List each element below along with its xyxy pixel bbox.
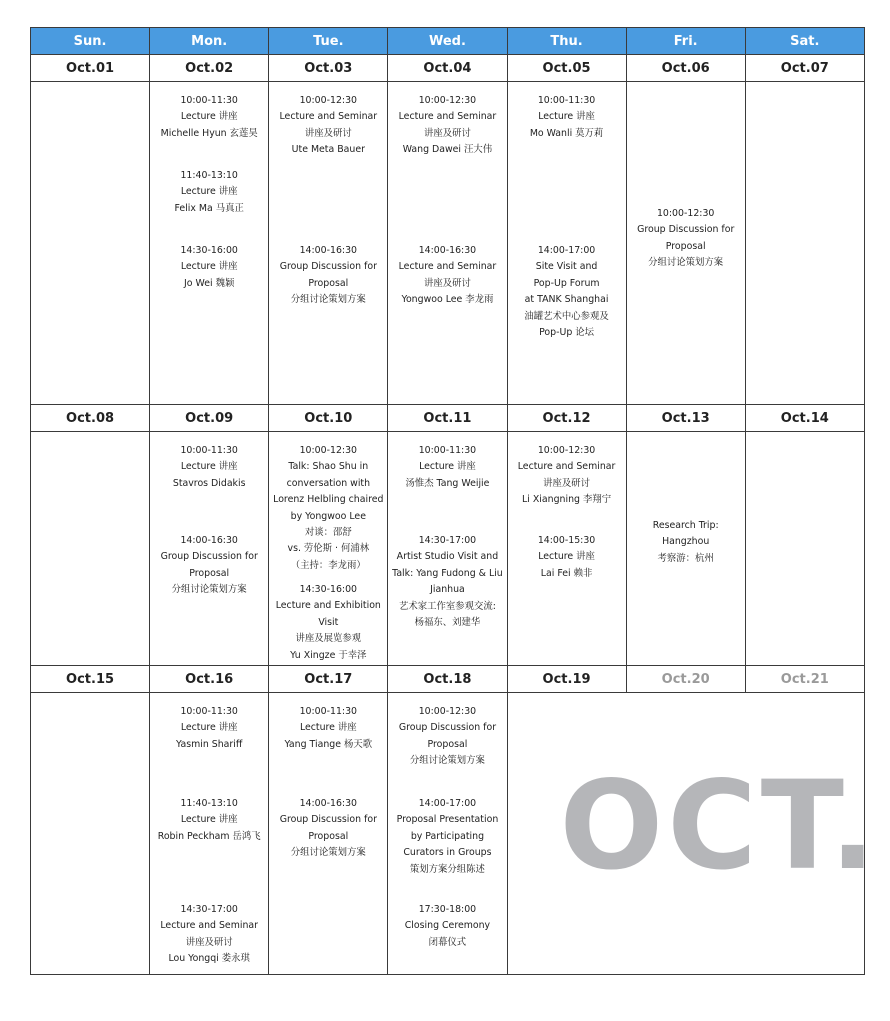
event-line: Research Trip: xyxy=(652,520,719,531)
event-speaker: Stavros Didakis xyxy=(172,477,246,489)
event-line: Site Visit and xyxy=(535,261,598,273)
events-oct16 xyxy=(150,693,269,975)
event-speaker: Ute Meta Bauer xyxy=(291,144,365,156)
events-oct04 xyxy=(388,82,507,405)
event-line: 讲座及研讨 xyxy=(423,277,471,289)
events-oct13 xyxy=(626,432,745,666)
event-time: 14:30-16:00 xyxy=(299,584,358,595)
day-header-fri: Fri. xyxy=(626,28,745,55)
week3-events-row xyxy=(31,693,865,975)
event-line: Lecture and Seminar xyxy=(160,920,258,932)
event-time: 10:00-11:30 xyxy=(180,445,238,456)
event-speaker: Wang Dawei 汪大伟 xyxy=(402,144,493,156)
event-type: Lecture 讲座 xyxy=(180,186,238,198)
events-oct07 xyxy=(745,82,864,405)
events-oct02 xyxy=(150,82,269,405)
event-line: 分组讨论策划方案 xyxy=(409,755,485,767)
event-line: Talk: Yang Fudong & Liu xyxy=(392,567,503,579)
event-line: Proposal xyxy=(427,738,468,750)
day-header-mon: Mon. xyxy=(150,28,269,55)
date-oct09: Oct.09 xyxy=(150,405,269,432)
event-line: （主持：李龙雨） xyxy=(290,559,366,571)
events-oct03 xyxy=(269,82,388,405)
event-line: by Yongwoo Lee xyxy=(290,510,366,522)
event-speaker: Felix Ma 马真正 xyxy=(174,202,244,214)
event-line: 讲座及研讨 xyxy=(185,936,233,948)
events-oct09 xyxy=(150,432,269,666)
event-speaker: Yang Tiange 杨天歌 xyxy=(284,738,373,750)
event-block xyxy=(150,902,268,968)
event-line: 杨福东、刘建华 xyxy=(414,617,481,629)
event-speaker: Lou Yongqi 娄永琪 xyxy=(168,953,250,965)
event-time: 17:30-18:00 xyxy=(418,904,477,915)
date-oct19: Oct.19 xyxy=(507,666,626,693)
date-oct17: Oct.17 xyxy=(269,666,388,693)
event-block xyxy=(508,443,626,509)
event-speaker: Michelle Hyun 玄莲昊 xyxy=(160,127,258,139)
event-time: 14:00-15:30 xyxy=(537,535,596,546)
date-oct10: Oct.10 xyxy=(269,405,388,432)
event-speaker: Yasmin Shariff xyxy=(176,738,243,750)
day-header-tue: Tue. xyxy=(269,28,388,55)
week2-date-row xyxy=(31,405,865,432)
date-oct06: Oct.06 xyxy=(626,55,745,82)
event-block xyxy=(150,243,268,292)
date-oct15: Oct.15 xyxy=(31,666,150,693)
event-time: 14:00-16:30 xyxy=(299,245,358,256)
events-oct18 xyxy=(388,693,507,975)
events-oct12 xyxy=(507,432,626,666)
event-time: 11:40-13:10 xyxy=(180,170,238,181)
event-block xyxy=(269,243,387,309)
event-line: Proposal xyxy=(189,567,230,579)
week2-events-row xyxy=(31,432,865,666)
event-block xyxy=(627,206,745,272)
date-oct02: Oct.02 xyxy=(150,55,269,82)
event-time: 10:00-11:30 xyxy=(299,706,358,717)
event-speaker: Yu Xingze 于幸泽 xyxy=(290,649,367,661)
event-line: Group Discussion for xyxy=(279,261,377,273)
event-line: 闭幕仪式 xyxy=(428,936,467,948)
event-line: 艺术家工作室参观交流: xyxy=(398,600,496,612)
event-line: Pop-Up 论坛 xyxy=(539,327,595,339)
event-block xyxy=(150,533,268,599)
event-block xyxy=(150,93,268,142)
week1-events-row xyxy=(31,82,865,405)
event-block xyxy=(269,796,387,862)
events-oct10 xyxy=(269,432,388,666)
event-type: Lecture 讲座 xyxy=(299,722,357,734)
date-oct07: Oct.07 xyxy=(745,55,864,82)
event-block xyxy=(269,443,387,574)
date-oct20: Oct.20 xyxy=(626,666,745,693)
event-type: Lecture 讲座 xyxy=(538,111,595,123)
event-block xyxy=(508,243,626,341)
event-time: 10:00-11:30 xyxy=(180,95,238,106)
event-line: Lecture and Seminar xyxy=(398,111,497,123)
event-line: Lecture and Seminar xyxy=(279,111,378,123)
event-line: Proposal Presentation xyxy=(396,814,499,826)
event-time: 10:00-11:30 xyxy=(418,445,477,456)
event-speaker: Mo Wanli 莫万莉 xyxy=(529,127,604,139)
event-line: Curators in Groups xyxy=(403,847,492,859)
event-line: Lecture and Exhibition xyxy=(275,600,381,612)
event-block xyxy=(388,796,506,878)
event-time: 10:00-12:30 xyxy=(537,445,596,456)
event-line: Hangzhou xyxy=(662,536,710,548)
date-oct08: Oct.08 xyxy=(31,405,150,432)
date-oct04: Oct.04 xyxy=(388,55,507,82)
event-speaker: Lai Fei 赖非 xyxy=(540,567,593,579)
calendar-table xyxy=(30,27,880,975)
event-block xyxy=(269,93,387,159)
event-line: Lecture and Seminar xyxy=(517,461,616,473)
event-line: 策划方案分组陈述 xyxy=(409,863,485,875)
date-oct05: Oct.05 xyxy=(507,55,626,82)
event-line: Proposal xyxy=(308,277,349,289)
event-speaker: Jo Wei 魏颖 xyxy=(184,277,235,289)
event-time: 10:00-11:30 xyxy=(180,706,238,717)
day-header-sat: Sat. xyxy=(745,28,864,55)
event-line: 分组讨论策划方案 xyxy=(171,584,247,596)
event-time: 14:00-17:00 xyxy=(418,798,477,809)
event-line: Lorenz Helbling chaired xyxy=(273,494,384,506)
event-line: Visit xyxy=(318,616,339,628)
event-line: 考察游：杭州 xyxy=(657,552,714,564)
event-block xyxy=(150,796,268,845)
event-block xyxy=(627,518,745,567)
event-time: 10:00-12:30 xyxy=(418,706,477,717)
event-block xyxy=(388,443,506,492)
event-line: at TANK Shanghai xyxy=(524,294,609,306)
event-type: Lecture 讲座 xyxy=(180,722,238,734)
events-oct05 xyxy=(507,82,626,405)
event-block xyxy=(388,704,506,770)
event-time: 14:00-16:30 xyxy=(180,535,238,546)
month-mark: OCT. xyxy=(559,755,880,897)
event-line: Artist Studio Visit and xyxy=(396,551,499,563)
event-block xyxy=(508,533,626,582)
event-speaker: Yongwoo Lee 李龙雨 xyxy=(401,294,494,306)
events-oct01 xyxy=(31,82,150,405)
event-speaker: Robin Peckham 岳鸿飞 xyxy=(157,830,261,842)
event-line: Pop-Up Forum xyxy=(533,277,600,289)
event-time: 11:40-13:10 xyxy=(180,798,238,809)
date-oct01: Oct.01 xyxy=(31,55,150,82)
day-header-sun: Sun. xyxy=(31,28,150,55)
event-type: Lecture 讲座 xyxy=(180,814,238,826)
event-time: 14:00-16:30 xyxy=(299,798,358,809)
event-block xyxy=(269,704,387,753)
event-block xyxy=(150,443,268,492)
events-oct14 xyxy=(745,432,864,666)
date-oct13: Oct.13 xyxy=(626,405,745,432)
event-line: Jianhua xyxy=(430,584,465,596)
event-line: Proposal xyxy=(665,240,706,252)
event-time: 10:00-11:30 xyxy=(537,95,596,106)
event-line: Proposal xyxy=(308,830,349,842)
event-time: 14:30-17:00 xyxy=(180,904,238,915)
event-line: 分组讨论策划方案 xyxy=(648,257,724,269)
event-line: vs. 劳伦斯 · 何浦林 xyxy=(287,543,370,555)
date-oct03: Oct.03 xyxy=(269,55,388,82)
event-block xyxy=(388,902,506,951)
event-block xyxy=(150,168,268,217)
event-block xyxy=(388,533,506,631)
event-time: 10:00-12:30 xyxy=(656,208,715,219)
date-oct18: Oct.18 xyxy=(388,666,507,693)
event-time: 14:00-17:00 xyxy=(537,245,596,256)
event-line: Lecture and Seminar xyxy=(398,261,497,273)
event-type: Lecture 讲座 xyxy=(180,261,238,273)
event-line: 讲座及展览参观 xyxy=(295,633,362,645)
event-block xyxy=(508,93,626,142)
event-line: conversation with xyxy=(286,477,371,489)
event-time: 10:00-12:30 xyxy=(299,95,358,106)
event-time: 14:30-17:00 xyxy=(418,535,477,546)
event-line: Group Discussion for xyxy=(398,722,497,734)
events-oct08 xyxy=(31,432,150,666)
events-oct17 xyxy=(269,693,388,975)
event-line: 讲座及研讨 xyxy=(543,477,590,489)
event-line: 分组讨论策划方案 xyxy=(290,294,366,306)
weekday-header-row xyxy=(31,28,865,55)
event-line: Group Discussion for xyxy=(279,814,377,826)
event-line: 讲座及研讨 xyxy=(304,127,352,139)
event-type: Lecture 讲座 xyxy=(538,551,595,563)
event-line: Closing Ceremony xyxy=(404,920,491,932)
event-time: 14:30-16:00 xyxy=(180,245,238,256)
event-line: Talk: Shao Shu in xyxy=(288,461,369,473)
event-time: 14:00-16:30 xyxy=(418,245,477,256)
month-mark-area xyxy=(507,693,880,975)
day-header-wed: Wed. xyxy=(388,28,507,55)
event-speaker: Li Xiangning 李翔宁 xyxy=(522,494,612,506)
event-line: 对谈：邵舒 xyxy=(304,527,352,539)
event-block xyxy=(269,582,387,664)
event-time: 10:00-12:30 xyxy=(418,95,477,106)
event-type: Lecture 讲座 xyxy=(419,461,476,473)
event-type: Lecture 讲座 xyxy=(180,461,238,473)
day-header-thu: Thu. xyxy=(507,28,626,55)
events-oct06 xyxy=(626,82,745,405)
event-time: 10:00-12:30 xyxy=(299,445,358,456)
event-line: by Participating xyxy=(410,830,485,842)
date-oct16: Oct.16 xyxy=(150,666,269,693)
event-type: Lecture 讲座 xyxy=(180,111,238,123)
date-oct14: Oct.14 xyxy=(745,405,864,432)
event-block xyxy=(388,93,506,159)
events-oct15 xyxy=(31,693,150,975)
week1-date-row xyxy=(31,55,865,82)
week3-date-row xyxy=(31,666,865,693)
calendar xyxy=(30,27,880,975)
event-line: Group Discussion for xyxy=(637,224,735,236)
date-oct11: Oct.11 xyxy=(388,405,507,432)
event-line: Group Discussion for xyxy=(160,551,258,563)
event-line: 分组讨论策划方案 xyxy=(290,847,366,859)
event-speaker: 汤惟杰 Tang Weijie xyxy=(405,477,490,489)
date-oct21: Oct.21 xyxy=(745,666,864,693)
event-block xyxy=(150,704,268,753)
event-line: 讲座及研讨 xyxy=(423,127,471,139)
event-line: 油罐艺术中心参观及 xyxy=(524,310,609,322)
event-block xyxy=(388,243,506,309)
date-oct12: Oct.12 xyxy=(507,405,626,432)
events-oct11 xyxy=(388,432,507,666)
